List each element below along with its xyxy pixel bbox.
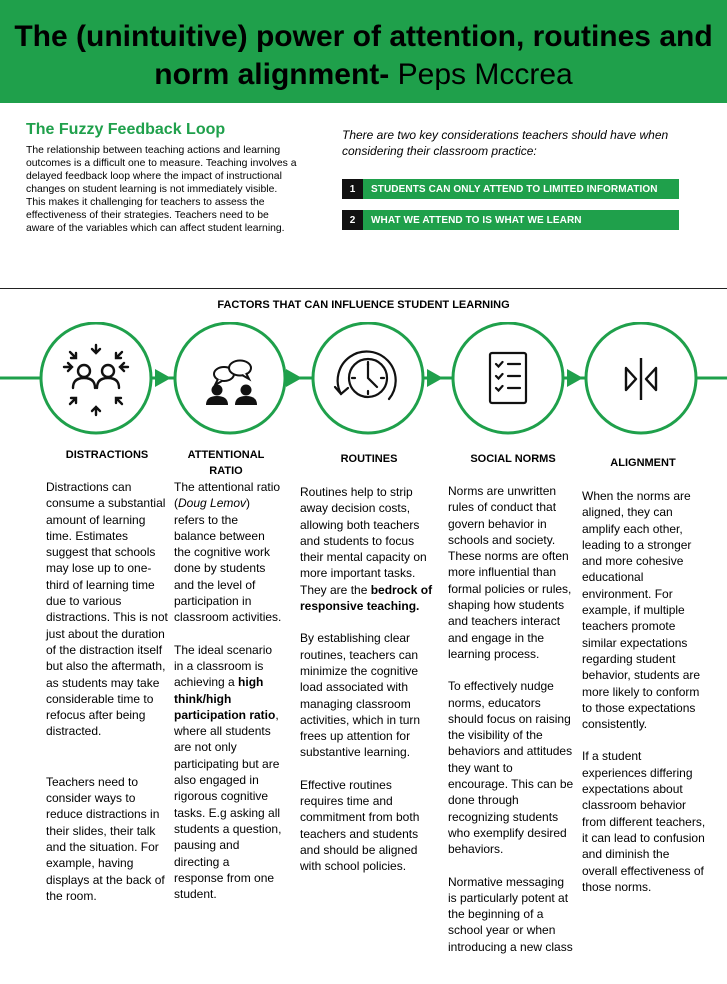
heading-social-norms: SOCIAL NORMS [470, 453, 556, 465]
routines-body [300, 484, 436, 891]
section-divider [0, 288, 727, 289]
consideration-text: WHAT WE ATTEND TO IS WHAT WE LEARN [371, 214, 582, 226]
social-norms-body [448, 483, 576, 971]
heading-routines: ROUTINES [340, 453, 398, 465]
alignment-paragraph: When the norms are aligned, they can amplify each other, leading to a stronger and more cohesive educational environment. For example, if multiple teachers promote similar expectations regarding student behavior, students are more likely to conform to those expectations consistently. [582, 489, 701, 732]
flow-arrow-1 [155, 369, 171, 387]
flow-arrow-2 [286, 369, 302, 387]
feedback-body: The relationship between teaching actions and learning outcomes is a difficult one to measure. Teaching involves a delayed feedback loop where the impact of instructional changes on student learning is not immediately visible. This makes it challenging for teachers to assess the effectiveness of their strategies. Teachers need to be aware of the variables which can affect student learning. [26, 145, 297, 234]
flow-arrow-3 [427, 369, 443, 387]
flow-arrow-4 [567, 369, 583, 387]
factors-flow-diagram [0, 322, 727, 442]
social-norms-paragraph: To effectively nudge norms, educators should focus on raising the visibility of the behaviors and attitudes they want to encourage. This can be done through recognizing students who exemplify desired behaviors. [448, 679, 574, 857]
page-title [0, 18, 727, 94]
routines-paragraph: By establishing clear routines, teachers can minimize the cognitive load associated with managing classroom activities, which in turn frees up attention for substantive learning. [300, 631, 421, 760]
routines-paragraph: Routines help to strip away decision costs, allowing both teachers and students to focus their mental capacity on more important tasks. They are the bedrock of responsive teaching. [300, 485, 433, 614]
alignment-paragraph: If a student experiences differing expectations about classroom behavior from different teachers, it can lead to confusion and diminish the overall effectiveness of those norms. [582, 749, 706, 894]
consideration-text: STUDENTS CAN ONLY ATTEND TO LIMITED INFORMATION [371, 183, 658, 195]
feedback-heading: The Fuzzy Feedback Loop [26, 121, 226, 138]
author-name: Peps Mccrea [397, 58, 573, 91]
factor-circle-social-norms [453, 323, 563, 433]
heading-distractions: DISTRACTIONS [65, 449, 149, 461]
consideration-item-1 [342, 179, 679, 199]
consideration-number: 2 [342, 210, 363, 230]
consideration-number: 1 [342, 179, 363, 199]
attentional-ratio-paragraph: The attentional ratio (Doug Lemov) refers to the balance between the cognitive work done by students and the level of participation in classroom activities. [174, 480, 282, 625]
distractions-paragraph: Distractions can consume a substantial amount of learning time. Estimates suggest that schools may lose up to one-third of learning time due to various distractions. This is not just about the duration of the distraction itself but also the aftermath, as students may take considerable time to refocus after being distracted. [46, 480, 168, 739]
distractions-body [46, 479, 171, 920]
attentional-ratio-body [174, 479, 282, 918]
attentional-ratio-paragraph: The ideal scenario in a classroom is achieving a high think/high participation ratio, where all students are not only participating but are also engaged in rigorous cognitive tasks. E.g asking all students a question, pausing and directing a response from one student. [174, 642, 282, 902]
factor-circle-distractions [41, 323, 151, 433]
title-main: The (unintuitive) power of attention, routines and norm alignment- [14, 20, 713, 91]
considerations-intro: There are two key considerations teachers should have when considering their classroom practice: [342, 128, 669, 158]
consideration-item-2 [342, 210, 679, 230]
heading-attentional-ratio: ATTENTIONAL RATIO [187, 449, 265, 477]
social-norms-paragraph: Norms are unwritten rules of conduct that govern behavior in schools and society. These norms are often more influential than formal policies or rules, shaping how students and teachers interact and engage in the learning process. [448, 484, 572, 661]
alignment-body [582, 488, 706, 911]
distractions-paragraph: Teachers need to consider ways to reduce distractions in their slides, their talk and the situation. For example, having displays at the back of the room. [46, 774, 165, 903]
social-norms-paragraph: Normative messaging is particularly potent at the beginning of a school year or when introducing a new class [448, 874, 573, 954]
heading-alignment: ALIGNMENT [610, 457, 676, 469]
factors-title: FACTORS THAT CAN INFLUENCE STUDENT LEARNING [217, 299, 510, 311]
routines-paragraph: Effective routines requires time and commitment from both teachers and students and should be aligned with school policies. [300, 777, 420, 874]
